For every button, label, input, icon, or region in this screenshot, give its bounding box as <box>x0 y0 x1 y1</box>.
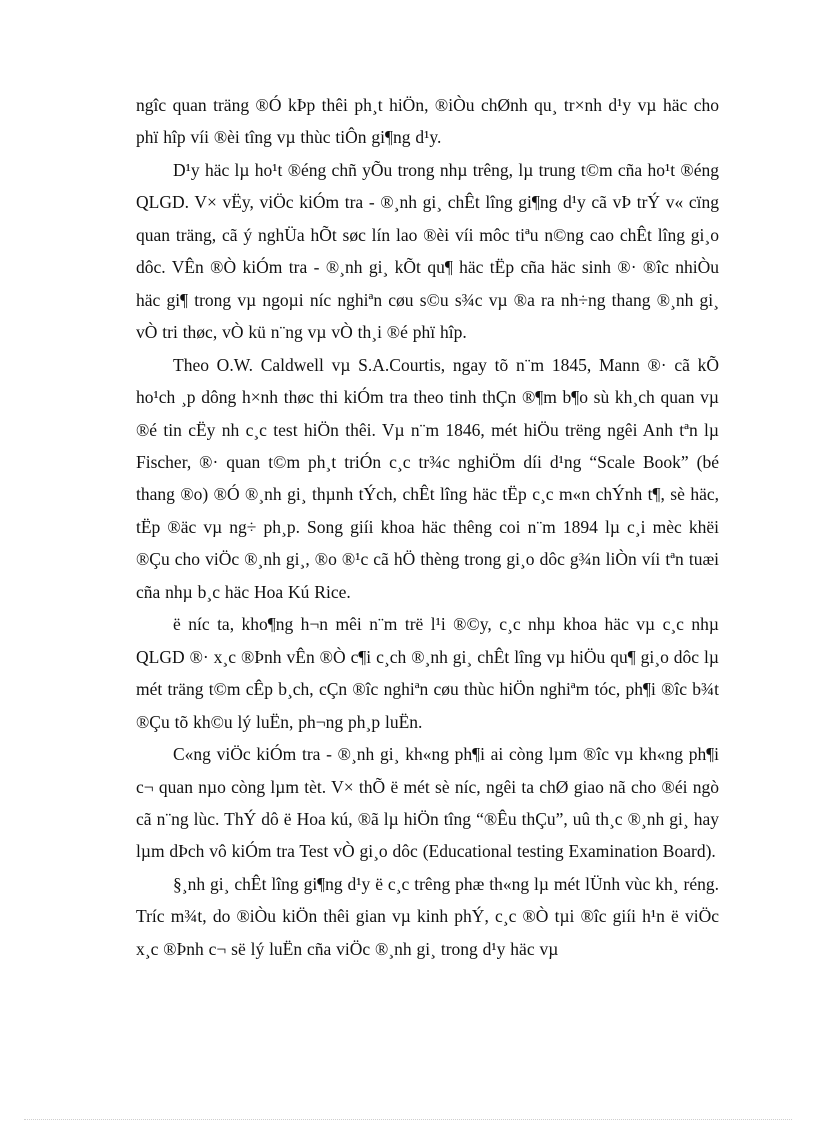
document-body <box>136 89 719 965</box>
paragraph-4: ë níc ta, kho¶ng h¬n mêi n¨m trë l¹i ®©y, c¸c nhµ khoa häc vµ c¸c nhµ QLGD ®· x¸c ®Þnh vÊn ®Ò c¶i c¸ch ®¸nh gi¸ chÊt lîng vµ hiÖu qu¶ gi¸o dôc lµ mét träng t©m cÊp b¸ch, cÇn ®îc nghiªn cøu thùc hiÖn nghiªm tóc, ph¶i ®îc b¾t ®Çu tõ kh©u lý luËn, ph¬ng ph¸p luËn. <box>136 614 719 732</box>
paragraph-3: Theo O.W. Caldwell vµ S.A.Courtis, ngay tõ n¨m 1845, Mann ®· cã kÕ ho¹ch ¸p dông h×nh thøc thi kiÓm tra theo tinh thÇn ®¶m b¶o sù kh¸ch quan vµ ®é tin cËy nh c¸c test hiÖn thêi. Vµ n¨m 1846, mét hiÖu trëng ngêi Anh tªn lµ Fischer, ®· quan t©m ph¸t triÓn c¸c tr¾c nghiÖm díi d¹ng “Scale Book” (bé thang ®o) ®Ó ®¸nh gi¸ thµnh tÝch, chÊt lîng häc tËp c¸c m«n chÝnh t¶, sè häc, tËp ®äc vµ ng÷ ph¸p. Song giíi khoa häc thêng coi n¨m 1894 lµ c¸i mèc khëi ®Çu cho viÖc ®¸nh gi¸, ®o ®¹c cã hÖ thèng trong gi¸o dôc g¾n liÒn víi tªn tuæi cña nhµ b¸c häc Hoa Kú Rice. <box>136 354 719 602</box>
paragraph-1: ngîc quan träng ®Ó kÞp thêi ph¸t hiÖn, ®iÒu chØnh qu¸ tr×nh d¹y vµ häc cho phï hîp víi ®èi tîng vµ thùc tiÔn gi¶ng d¹y. <box>136 95 719 148</box>
paragraph-2: D¹y häc lµ ho¹t ®éng chñ yÕu trong nhµ trêng, lµ trung t©m cña ho¹t ®éng QLGD. V× vËy, viÖc kiÓm tra - ®¸nh gi¸ chÊt lîng gi¶ng d¹y cã vÞ trÝ v« cïng quan träng, cã ý nghÜa hÕt søc lín lao ®èi víi môc tiªu n©ng cao chÊt lîng gi¸o dôc. VÊn ®Ò kiÓm tra - ®¸nh gi¸ kÕt qu¶ häc tËp cña häc sinh ®· ®îc nhiÒu häc gi¶ trong vµ ngoµi níc nghiªn cøu s©u s¾c vµ ®a ra nh÷ng thang ®¸nh gi¸ vÒ tri thøc, vÒ kü n¨ng vµ vÒ th¸i ®é phï hîp. <box>136 159 719 343</box>
paragraph-6: §¸nh gi¸ chÊt lîng gi¶ng d¹y ë c¸c trêng phæ th«ng lµ mét lÜnh vùc kh¸ réng. Tríc m¾t, do ®iÒu kiÖn thêi gian vµ kinh phÝ, c¸c ®Ò tµi ®îc giíi h¹n ë viÖc x¸c ®Þnh c¬ së lý luËn cña viÖc ®¸nh gi¸ trong d¹y häc vµ <box>136 873 719 959</box>
paragraph-5: C«ng viÖc kiÓm tra - ®¸nh gi¸ kh«ng ph¶i ai còng lµm ®îc vµ kh«ng ph¶i c¬ quan nµo còng lµm tèt. V× thÕ ë mét sè níc, ngêi ta chØ giao nã cho ®éi ngò cã n¨ng lùc. ThÝ dô ë Hoa kú, ®ã lµ hiÖn tîng “®Êu thÇu”, uû th¸c ®¸nh gi¸ hay lµm dÞch vô kiÓm tra Test vÒ gi¸o dôc (Educational testing Examination Board). <box>136 744 719 862</box>
page-bottom-rule <box>24 1119 792 1120</box>
